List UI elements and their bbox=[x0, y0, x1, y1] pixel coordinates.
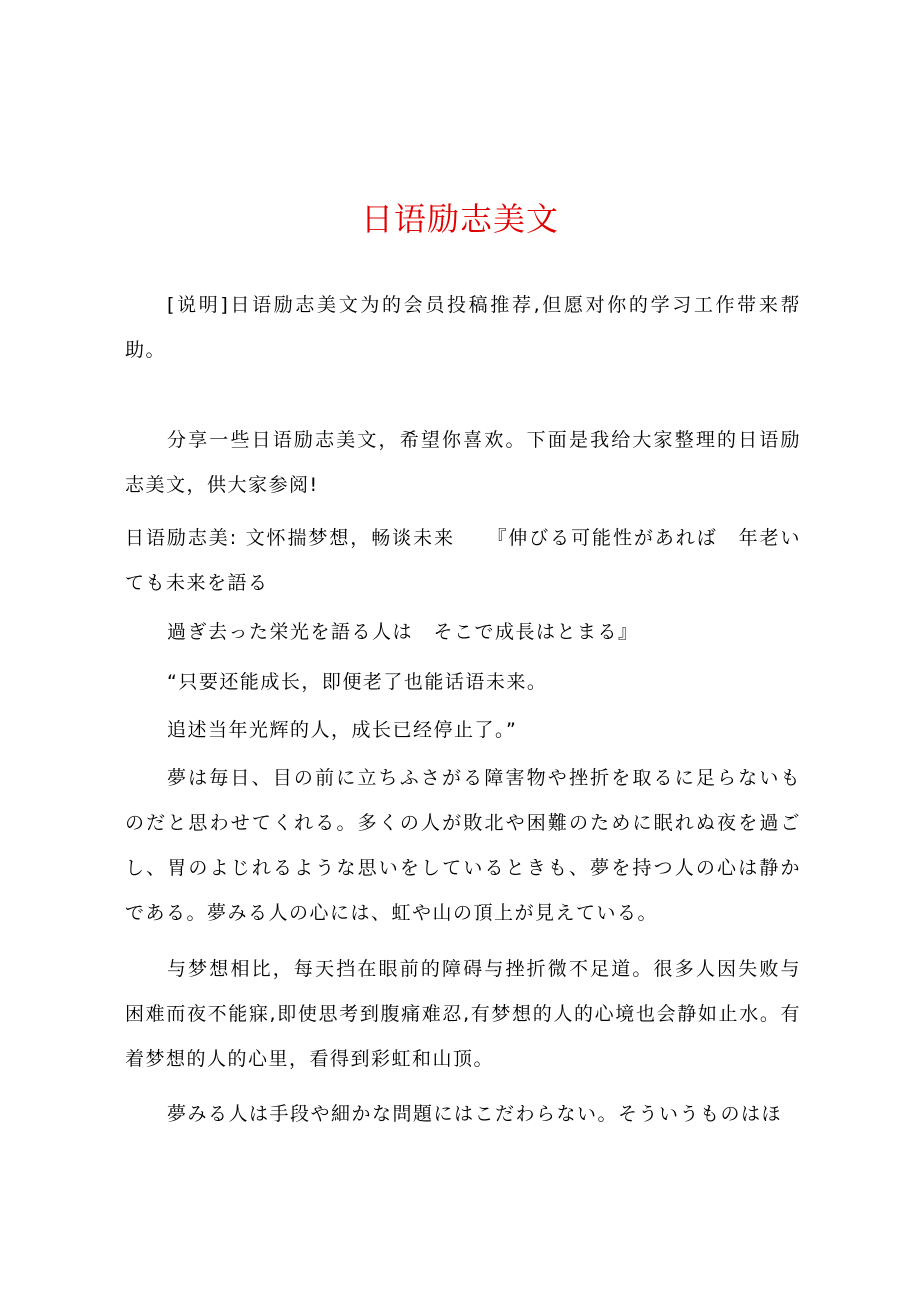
chinese-quote-line-1: “只要还能成长，即便老了也能话语未来。 bbox=[167, 671, 548, 693]
chinese-dream-paragraph: 与梦想相比，每天挡在眼前的障碍与挫折微不足道。很多人因失败与困难而夜不能寐,即使思考到腹痛难忍,有梦想的人的心境也会静如止水。有着梦想的人的心里，看得到彩虹和山顶。 bbox=[125, 958, 801, 1070]
japanese-dream-paragraph: 夢は毎日、目の前に立ちふさがる障害物や挫折を取るに足らないものだと思わせてくれる。多くの人が敗北や困難のために眠れぬ夜を過ごし、胃のよじれるような思いをしているときも、夢を持つ人の心は静かである。夢みる人の心には、虹や山の頂上が見えている。 bbox=[125, 767, 801, 924]
japanese-quote-continued: 過ぎ去った栄光を語る人は そこで成長はとまる』 bbox=[167, 621, 639, 643]
document-title: 日语励志美文 bbox=[360, 200, 559, 238]
japanese-quote-paragraph: 日语励志美: 文怀揣梦想，畅谈未来 『伸びる可能性があれば 年老いても未来を語る bbox=[125, 527, 801, 594]
japanese-closing-paragraph: 夢みる人は手段や細かな問題にはこだわらない。そういうものはほ bbox=[167, 1103, 783, 1125]
share-paragraph: 分享一些日语励志美文，希望你喜欢。下面是我给大家整理的日语励志美文，供大家参阅! bbox=[125, 429, 801, 496]
chinese-quote-line-2: 追述当年光辉的人，成长已经停止了。” bbox=[167, 719, 518, 741]
intro-note-paragraph: [说明]日语励志美文为的会员投稿推荐,但愿对你的学习工作带来帮助。 bbox=[125, 294, 801, 361]
